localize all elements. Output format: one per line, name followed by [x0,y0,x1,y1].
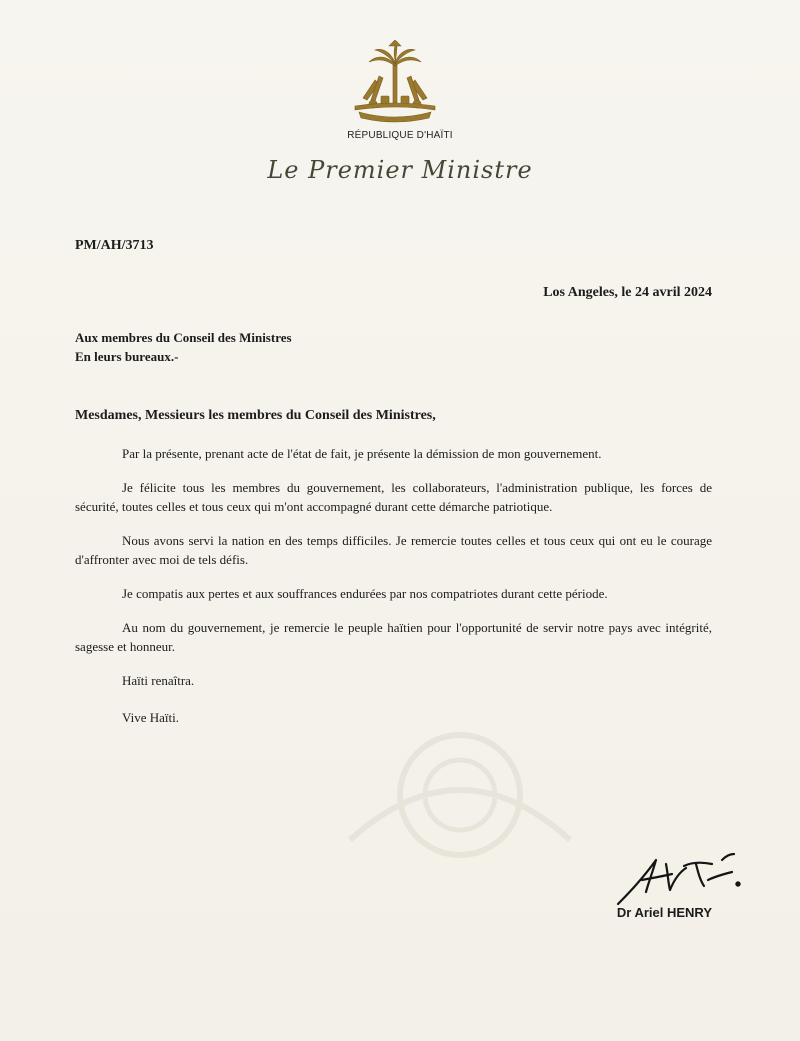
recipient-block [75,328,292,366]
closing-line-1: Haïti renaîtra. [122,673,195,688]
recipient-line-2: En leurs bureaux.- [75,349,179,364]
letterhead-republic: RÉPUBLIQUE D'HAÏTI [347,130,453,141]
body-paragraph-3: Nous avons servi la nation en des temps difficiles. Je remercie toutes celles et tous ceux qui ont eu le courage d'affronter avec moi de tels défis. [75,533,712,567]
body-paragraph-5: Au nom du gouvernement, je remercie le peuple haïtien pour l'opportunité de servir notre pays avec intégrité, sagesse et honneur. [75,620,712,654]
closing-line-2: Vive Haïti. [122,710,179,725]
letter-body [75,444,712,745]
body-paragraph-4: Je compatis aux pertes et aux souffrances endurées par nos compatriotes durant cette période. [122,586,608,601]
salutation: Mesdames, Messieurs les membres du Conseil des Ministres, [75,408,436,423]
date-line: Los Angeles, le 24 avril 2024 [543,285,712,300]
letterhead-office-title: Le Premier Ministre [267,156,533,184]
reference-number: PM/AH/3713 [75,238,154,253]
body-paragraph-1: Par la présente, prenant acte de l'état de fait, je présente la démission de mon gouvernement. [122,446,602,461]
recipient-line-1: Aux membres du Conseil des Ministres [75,330,292,345]
handwritten-signature [612,850,757,910]
haiti-coat-of-arms-icon [345,40,445,125]
signer-name: Dr Ariel HENRY [616,905,712,920]
body-paragraph-2: Je félicite tous les membres du gouvernement, les collaborateurs, l'administration publique, les forces de sécurité, toutes celles et tous ceux qui m'ont accompagné durant cette démarche patriotique. [75,480,712,514]
